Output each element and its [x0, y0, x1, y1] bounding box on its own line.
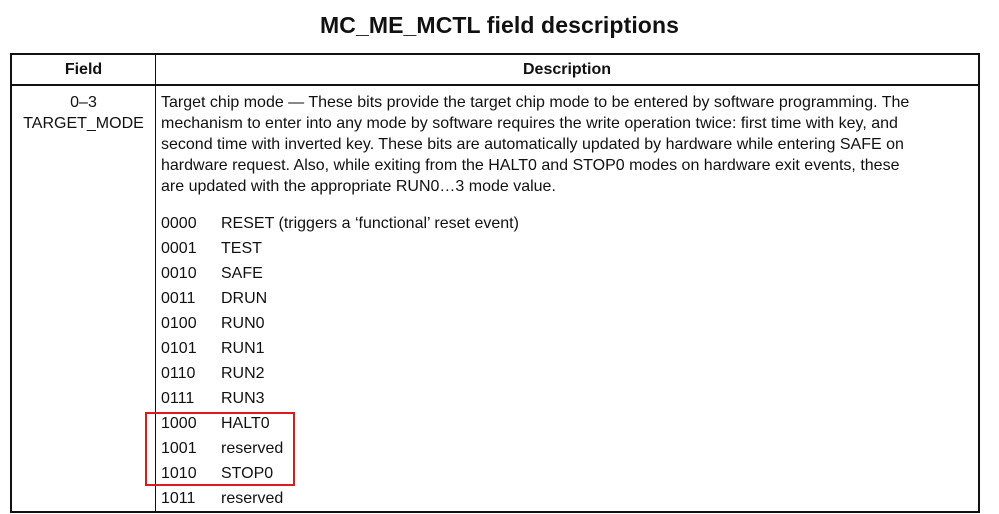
mode-code: 1010 — [161, 465, 197, 482]
mode-code: 0100 — [161, 315, 197, 332]
mode-meaning: STOP0 — [221, 465, 274, 482]
mode-code-row — [161, 489, 519, 514]
mode-meaning: TEST — [221, 240, 262, 257]
mode-code: 1001 — [161, 440, 197, 457]
highlight-box — [145, 412, 295, 486]
mode-meaning: RUN2 — [221, 365, 265, 382]
mode-code-row — [161, 364, 519, 389]
mode-meaning: HALT0 — [221, 415, 270, 432]
mode-code-row — [161, 239, 519, 264]
mode-code-row — [161, 264, 519, 289]
mode-meaning: RESET (triggers a ‘functional’ reset event) — [221, 215, 519, 232]
mode-code: 0101 — [161, 340, 197, 357]
mode-meaning: RUN0 — [221, 315, 265, 332]
field-bits: 0–3 — [70, 94, 97, 111]
header-description: Description — [522, 61, 611, 78]
mode-code-row — [161, 314, 519, 339]
mode-meaning: RUN3 — [221, 390, 265, 407]
page-title: MC_ME_MCTL field descriptions — [319, 12, 680, 38]
mode-code: 0011 — [161, 290, 196, 307]
description-text — [161, 92, 979, 197]
mode-code: 1011 — [161, 490, 196, 507]
mode-code-row — [161, 339, 519, 364]
header-divider — [12, 84, 978, 86]
mode-code: 0111 — [161, 390, 195, 407]
mode-code: 0010 — [161, 265, 197, 282]
mode-code: 0000 — [161, 215, 197, 232]
mode-code: 1000 — [161, 415, 197, 432]
field-cell — [12, 92, 155, 134]
mode-code-row — [161, 389, 519, 414]
description-line: mechanism to enter into any mode by software requires the write operation twice: first time with key, and — [161, 115, 898, 132]
mode-meaning: reserved — [221, 440, 284, 457]
description-line: hardware request. Also, while exiting from the HALT0 and STOP0 modes on hardware exit events, these — [161, 157, 900, 174]
mode-code: 0110 — [161, 365, 196, 382]
mode-meaning: SAFE — [221, 265, 263, 282]
mode-code: 0001 — [161, 240, 197, 257]
mode-code-row — [161, 214, 519, 239]
description-line: are updated with the appropriate RUN0…3 mode value. — [161, 178, 556, 195]
description-line: second time with inverted key. These bits are automatically updated by hardware while entering SAFE on — [161, 136, 904, 153]
mode-meaning: reserved — [221, 490, 284, 507]
mode-meaning: RUN1 — [221, 340, 265, 357]
mode-meaning: DRUN — [221, 290, 268, 307]
header-field: Field — [64, 61, 103, 78]
mode-code-row — [161, 289, 519, 314]
field-name: TARGET_MODE — [23, 115, 144, 132]
description-line: Target chip mode — These bits provide the target chip mode to be entered by software programming. The — [161, 94, 910, 111]
